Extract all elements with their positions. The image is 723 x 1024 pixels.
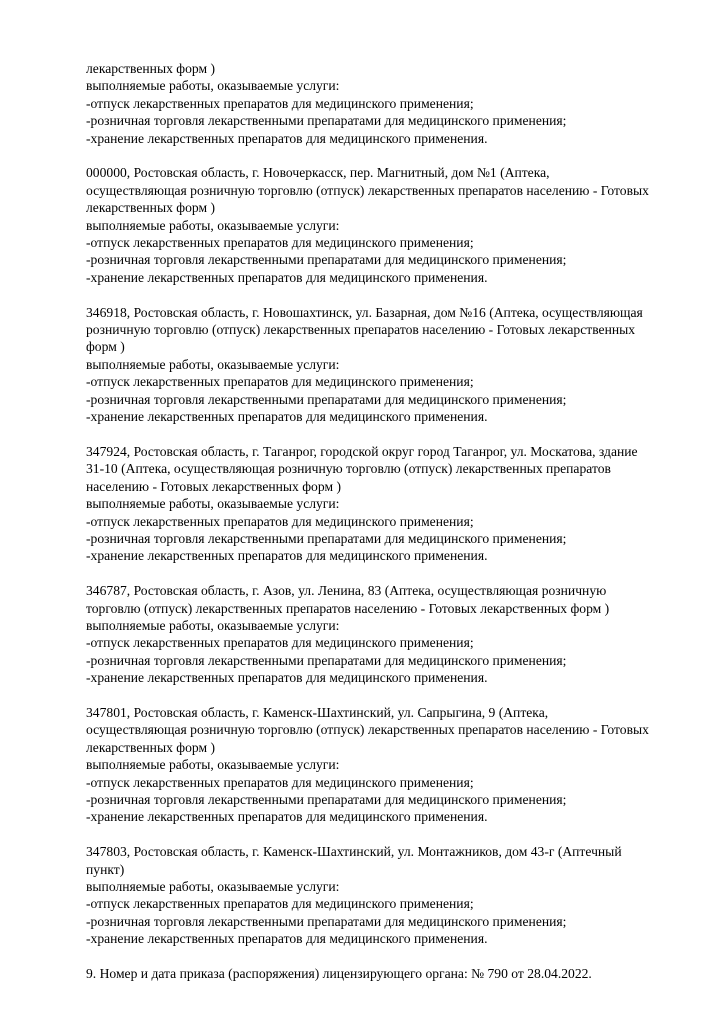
service-item: -отпуск лекарственных препаратов для медицинского применения; <box>86 635 474 651</box>
address-line: 347803, Ростовская область, г. Каменск-Шахтинский, ул. Монтажников, дом 43-г (Аптечный <box>86 844 622 860</box>
pharmacy-entry <box>86 843 696 947</box>
service-item: -розничная торговля лекарственными препаратами для медицинского применения; <box>86 113 567 129</box>
address-line: торговлю (отпуск) лекарственных препаратов населению - Готовых лекарственных форм ) <box>86 600 610 616</box>
services-heading: выполняемые работы, оказываемые услуги: <box>86 217 340 233</box>
address-line: 31-10 (Аптека, осуществляющая розничную торговлю (отпуск) лекарственных препаратов <box>86 461 611 477</box>
services-heading: выполняемые работы, оказываемые услуги: <box>86 356 340 372</box>
address-line: осуществляющая розничную торговлю (отпуск) лекарственных препаратов населению - Готовых <box>86 722 649 738</box>
service-item: -отпуск лекарственных препаратов для медицинского применения; <box>86 774 474 790</box>
address-line: населению - Готовых лекарственных форм ) <box>86 478 341 494</box>
service-item: -хранение лекарственных препаратов для медицинского применения. <box>86 269 488 285</box>
pharmacy-entry <box>86 582 696 686</box>
service-item: -розничная торговля лекарственными препаратами для медицинского применения; <box>86 791 567 807</box>
license-order-line: 9. Номер и дата приказа (распоряжения) лицензирующего органа: № 790 от 28.04.2022. <box>86 966 592 982</box>
service-item: -отпуск лекарственных препаратов для медицинского применения; <box>86 513 474 529</box>
service-item: -розничная торговля лекарственными препаратами для медицинского применения; <box>86 652 567 668</box>
services-heading: выполняемые работы, оказываемые услуги: <box>86 879 340 894</box>
service-item: -отпуск лекарственных препаратов для медицинского применения; <box>86 95 474 111</box>
address-line: 346918, Ростовская область, г. Новошахтинск, ул. Базарная, дом №16 (Аптека, осуществляющая <box>86 304 643 320</box>
service-item: -хранение лекарственных препаратов для медицинского применения. <box>86 931 488 947</box>
service-item: -розничная торговля лекарственными препаратами для медицинского применения; <box>86 391 567 407</box>
intro-block <box>86 60 696 147</box>
intro-line: лекарственных форм ) <box>86 61 215 76</box>
pharmacy-entry <box>86 164 696 286</box>
address-line: 346787, Ростовская область, г. Азов, ул. Ленина, 83 (Аптека, осуществляющая розничную <box>86 583 607 599</box>
address-line: 347924, Ростовская область, г. Таганрог, городской округ город Таганрог, ул. Москатова, здание <box>86 443 638 459</box>
service-item: -отпуск лекарственных препаратов для медицинского применения; <box>86 896 474 912</box>
services-heading: выполняемые работы, оказываемые услуги: <box>86 78 340 94</box>
service-item: -хранение лекарственных препаратов для медицинского применения. <box>86 809 488 825</box>
address-line: лекарственных форм ) <box>86 739 215 755</box>
service-item: -хранение лекарственных препаратов для медицинского применения. <box>86 548 488 564</box>
service-item: -хранение лекарственных препаратов для медицинского применения. <box>86 130 488 146</box>
services-heading: выполняемые работы, оказываемые услуги: <box>86 496 340 512</box>
document-page <box>86 60 696 982</box>
address-line: осуществляющая розничную торговлю (отпуск) лекарственных препаратов населению - Готовых <box>86 182 649 198</box>
pharmacy-entry <box>86 704 696 826</box>
service-item: -розничная торговля лекарственными препаратами для медицинского применения; <box>86 913 567 929</box>
service-item: -розничная торговля лекарственными препаратами для медицинского применения; <box>86 252 567 268</box>
service-item: -розничная торговля лекарственными препаратами для медицинского применения; <box>86 530 567 546</box>
services-heading: выполняемые работы, оказываемые услуги: <box>86 757 340 773</box>
address-line: форм ) <box>86 339 125 355</box>
address-line: 000000, Ростовская область, г. Новочеркасск, пер. Магнитный, дом №1 (Аптека, <box>86 165 550 181</box>
pharmacy-entry <box>86 304 696 426</box>
service-item: -отпуск лекарственных препаратов для медицинского применения; <box>86 235 474 251</box>
service-item: -хранение лекарственных препаратов для медицинского применения. <box>86 670 488 686</box>
service-item: -отпуск лекарственных препаратов для медицинского применения; <box>86 374 474 390</box>
service-item: -хранение лекарственных препаратов для медицинского применения. <box>86 409 488 425</box>
address-line: 347801, Ростовская область, г. Каменск-Шахтинский, ул. Сапрыгина, 9 (Аптека, <box>86 704 549 720</box>
pharmacy-entry <box>86 443 696 565</box>
services-heading: выполняемые работы, оказываемые услуги: <box>86 617 340 633</box>
address-line: пункт) <box>86 861 125 877</box>
address-line: розничную торговлю (отпуск) лекарственных препаратов населению - Готовых лекарственных <box>86 322 636 338</box>
address-line: лекарственных форм ) <box>86 200 215 216</box>
